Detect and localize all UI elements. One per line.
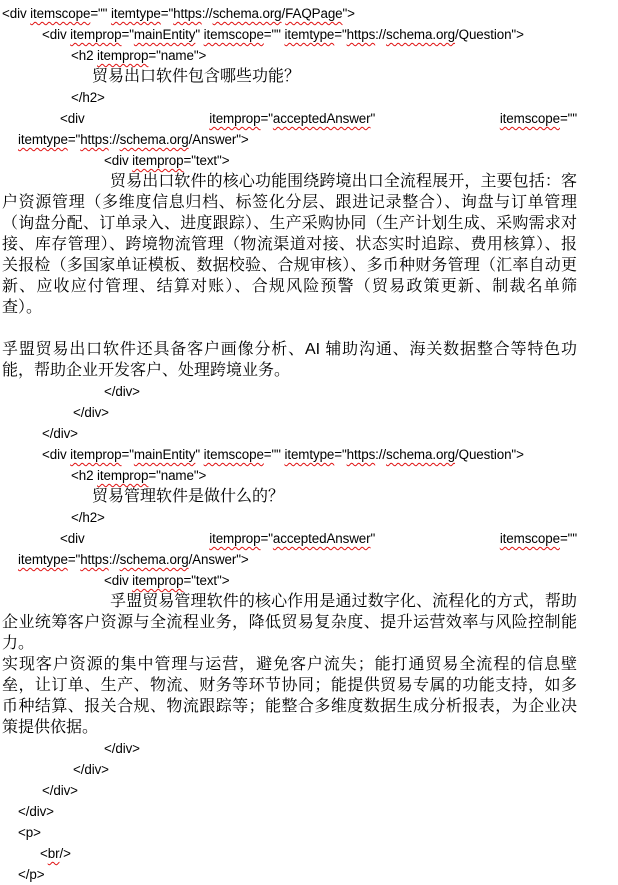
misspelled-token: itemtype (284, 447, 335, 462)
code-text: ="text"> (183, 573, 230, 588)
code-text: "> (342, 6, 355, 21)
misspelled-token: schema.org (386, 447, 456, 462)
code-line (2, 801, 577, 822)
code-line (2, 402, 577, 423)
code-cell (500, 528, 577, 549)
misspelled-token: schema.org (386, 27, 456, 42)
code-line (2, 87, 577, 108)
code-line (2, 549, 577, 570)
code-text: ="" (263, 447, 285, 462)
code-text: <div (60, 531, 85, 546)
code-line (2, 843, 577, 864)
misspelled-token: br (47, 846, 60, 861)
misspelled-token: schema.org (212, 6, 282, 21)
code-text: /> (59, 846, 71, 861)
misspelled-token: itemprop (132, 573, 184, 588)
misspelled-token: mainEntity (133, 27, 196, 42)
code-line (2, 864, 577, 885)
code-text: " (370, 111, 376, 126)
code-text: <p> (18, 825, 41, 840)
code-text: <h2 (71, 468, 98, 483)
code-cell (209, 108, 375, 129)
code-text: /Question"> (455, 27, 524, 42)
code-line (2, 759, 577, 780)
misspelled-token: itemscope (30, 6, 91, 21)
code-text: </div> (104, 741, 140, 756)
code-text: =" (260, 531, 273, 546)
code-line (2, 738, 577, 759)
code-cell (500, 108, 577, 129)
code-text: </div> (104, 384, 140, 399)
misspelled-token: itemscope (203, 447, 264, 462)
misspelled-token: schema.org (119, 552, 189, 567)
code-text: < (40, 846, 48, 861)
misspelled-token: acceptedAnswer (272, 111, 371, 126)
misspelled-token: https (346, 447, 376, 462)
code-line (2, 150, 577, 171)
misspelled-token: itemprop (132, 153, 184, 168)
code-text: /Answer"> (188, 132, 249, 147)
misspelled-token: acceptedAnswer (272, 531, 371, 546)
code-line (2, 24, 577, 45)
code-text: " (195, 447, 204, 462)
misspelled-token: itemprop (70, 27, 122, 42)
misspelled-token: schema.org (119, 132, 189, 147)
code-text: ="name"> (148, 48, 207, 63)
code-line (2, 570, 577, 591)
code-text: </h2> (71, 90, 105, 105)
code-text: ="" (90, 6, 111, 21)
code-text: </div> (42, 426, 78, 441)
code-text: /Answer"> (188, 552, 249, 567)
code-text: </p> (18, 867, 45, 882)
code-line-justified (60, 528, 577, 549)
code-line (2, 780, 577, 801)
code-text: </div> (73, 405, 109, 420)
misspelled-token: itemprop (70, 447, 122, 462)
question-heading-text: 贸易出口软件包含哪些功能？ (92, 68, 301, 85)
answer-paragraph: 孚盟贸易管理软件的核心作用是通过数字化、流程化的方式，帮助企业统筹客户资源与全流程业务，降低贸易复杂度、提升运营效率与风险控制能力。 (2, 593, 577, 652)
code-text: ="name"> (148, 468, 207, 483)
code-line (2, 444, 577, 465)
code-text: <div (104, 153, 133, 168)
code-text: </div> (73, 762, 109, 777)
answer-paragraph: 孚盟贸易出口软件还具备客户画像分析、AI 辅助沟通、海关数据整合等特色功能，帮助企业开发客户、处理跨境业务。 (2, 341, 577, 379)
code-line (2, 3, 577, 24)
code-text: <div (60, 111, 85, 126)
misspelled-token: itemscope (203, 27, 264, 42)
misspelled-token: itemtype (110, 6, 161, 21)
code-text: =" (160, 6, 174, 21)
blank-line (2, 318, 577, 339)
misspelled-token: itemtype (18, 132, 68, 147)
code-cell (209, 528, 375, 549)
misspelled-token: https (173, 6, 202, 21)
misspelled-token: itemprop (209, 111, 261, 126)
code-text: =" (334, 447, 347, 462)
misspelled-token: FAQPage (285, 6, 343, 21)
code-text: :// (108, 552, 120, 567)
question-heading-text: 贸易管理软件是做什么的？ (92, 488, 285, 505)
code-line (2, 465, 577, 486)
code-line (2, 507, 577, 528)
code-text: <div (2, 6, 31, 21)
code-text: <div (42, 27, 71, 42)
misspelled-token: itemtype (18, 552, 68, 567)
code-text: ="text"> (183, 153, 230, 168)
misspelled-token: itemprop (97, 48, 149, 63)
code-line-justified (60, 108, 577, 129)
code-text: =" (67, 552, 81, 567)
misspelled-token: mainEntity (133, 447, 196, 462)
code-text: </div> (18, 804, 54, 819)
code-text: ="" (559, 111, 577, 126)
code-text: ="" (559, 531, 577, 546)
code-text: ="" (263, 27, 285, 42)
code-text: =" (121, 27, 134, 42)
code-text: :// (375, 447, 387, 462)
code-text: :// (375, 27, 387, 42)
code-line (2, 381, 577, 402)
code-text: <h2 (71, 48, 98, 63)
misspelled-token: https (346, 27, 376, 42)
code-text: :// (201, 6, 213, 21)
misspelled-token: itemprop (209, 531, 261, 546)
code-cell (60, 108, 85, 129)
code-text: =" (260, 111, 273, 126)
code-text: / (281, 6, 286, 21)
code-text: " (195, 27, 204, 42)
code-text: <div (104, 573, 133, 588)
code-line (2, 129, 577, 150)
code-cell (60, 528, 85, 549)
misspelled-token: itemscope (499, 111, 560, 126)
misspelled-token: itemprop (97, 468, 149, 483)
misspelled-token: https (80, 132, 109, 147)
code-text: =" (67, 132, 81, 147)
answer-paragraph: 贸易出口软件的核心功能围绕跨境出口全流程展开，主要包括：客户资源管理（多维度信息归档、标签化分层、跟进记录整合）、询盘与订单管理（询盘分配、订单录入、进度跟踪）、生产采购协同（生产计划生成、采购需求对接、库存管理）、跨境物流管理（物流渠道对接、状态实时追踪、费用核算）、报关报检（多国家单证模板、数据校验、合规审核）、多币种财务管理（汇率自动更新、应收应付管理、结算对账）、合规风险预警（贸易政策更新、制裁名单筛查）。 (2, 173, 577, 316)
code-text: :// (108, 132, 120, 147)
code-text: " (370, 531, 376, 546)
code-text: </div> (42, 783, 78, 798)
misspelled-token: itemtype (284, 27, 335, 42)
misspelled-token: itemscope (499, 531, 560, 546)
code-text: =" (334, 27, 347, 42)
answer-paragraph: 实现客户资源的集中管理与运营，避免客户流失；能打通贸易全流程的信息壁垒，让订单、生产、物流、财务等环节协同；能提供贸易专属的功能支持，如多币种结算、报关合规、物流跟踪等；能整合多维度数据生成分析报表，为企业决策提供依据。 (2, 656, 577, 736)
code-text: </h2> (71, 510, 105, 525)
code-line (2, 822, 577, 843)
code-line (2, 423, 577, 444)
code-text: /Question"> (455, 447, 524, 462)
code-text: <div (42, 447, 71, 462)
code-text: =" (121, 447, 134, 462)
code-line (2, 45, 577, 66)
misspelled-token: https (80, 552, 109, 567)
